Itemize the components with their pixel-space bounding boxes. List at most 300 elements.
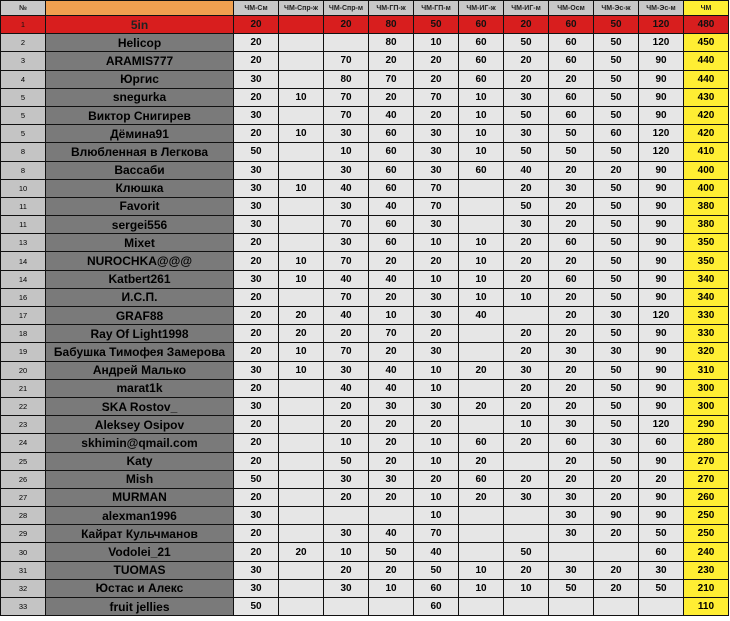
score-cell: 60 (549, 106, 594, 124)
rank-cell: 25 (1, 452, 46, 470)
score-cell: 30 (504, 125, 549, 143)
score-cell: 20 (234, 34, 279, 52)
score-cell: 10 (279, 270, 324, 288)
score-cell: 40 (369, 379, 414, 397)
score-cell: 90 (639, 397, 684, 415)
score-cell: 120 (639, 34, 684, 52)
score-cell: 20 (324, 325, 369, 343)
score-cell: 50 (234, 143, 279, 161)
score-cell: 30 (234, 106, 279, 124)
score-cell: 30 (549, 488, 594, 506)
score-cell: 90 (639, 234, 684, 252)
score-cell: 60 (594, 125, 639, 143)
score-cell (279, 434, 324, 452)
score-cell (279, 70, 324, 88)
score-cell: 50 (594, 252, 639, 270)
rank-cell: 1 (1, 16, 46, 34)
score-cell: 50 (594, 216, 639, 234)
total-cell: 270 (684, 452, 729, 470)
score-cell: 50 (594, 416, 639, 434)
total-cell: 340 (684, 288, 729, 306)
score-cell: 50 (594, 179, 639, 197)
score-cell: 20 (549, 325, 594, 343)
score-cell: 50 (594, 379, 639, 397)
score-cell: 60 (369, 179, 414, 197)
score-cell: 90 (639, 343, 684, 361)
score-cell: 20 (234, 325, 279, 343)
rank-cell: 10 (1, 179, 46, 197)
score-cell: 20 (279, 543, 324, 561)
score-cell: 70 (324, 343, 369, 361)
score-cell: 10 (414, 234, 459, 252)
score-cell: 40 (369, 106, 414, 124)
score-cell: 10 (459, 579, 504, 597)
table-row (1, 88, 729, 106)
score-cell: 50 (594, 325, 639, 343)
player-name-cell: И.С.П. (46, 288, 234, 306)
score-cell: 50 (594, 197, 639, 215)
table-row (1, 379, 729, 397)
score-cell: 50 (549, 579, 594, 597)
score-cell: 20 (234, 543, 279, 561)
score-cell: 90 (639, 161, 684, 179)
rank-cell: 8 (1, 161, 46, 179)
score-cell: 20 (234, 52, 279, 70)
total-cell: 380 (684, 197, 729, 215)
player-name-cell: Дёмина91 (46, 125, 234, 143)
rank-cell: 18 (1, 325, 46, 343)
score-cell: 30 (639, 561, 684, 579)
score-cell: 60 (639, 434, 684, 452)
rank-cell: 27 (1, 488, 46, 506)
score-cell: 50 (234, 598, 279, 616)
score-cell: 40 (324, 307, 369, 325)
score-cell: 90 (639, 252, 684, 270)
score-cell: 30 (549, 561, 594, 579)
rank-cell: 20 (1, 361, 46, 379)
score-cell: 60 (549, 88, 594, 106)
score-cell: 10 (279, 179, 324, 197)
table-row (1, 216, 729, 234)
score-cell: 20 (234, 307, 279, 325)
score-cell: 50 (549, 125, 594, 143)
table-row (1, 70, 729, 88)
score-cell (279, 143, 324, 161)
table-row (1, 598, 729, 616)
rank-cell: 13 (1, 234, 46, 252)
player-name-cell: Кайрат Кульчманов (46, 525, 234, 543)
score-cell: 30 (234, 579, 279, 597)
score-cell: 60 (369, 234, 414, 252)
score-cell: 20 (549, 70, 594, 88)
score-cell: 20 (369, 52, 414, 70)
table-row (1, 397, 729, 415)
rank-cell: 5 (1, 125, 46, 143)
score-cell: 50 (504, 197, 549, 215)
score-cell (459, 216, 504, 234)
score-cell: 20 (549, 252, 594, 270)
table-row (1, 434, 729, 452)
score-cell: 90 (639, 325, 684, 343)
total-cell: 380 (684, 216, 729, 234)
score-cell: 80 (369, 34, 414, 52)
total-cell: 330 (684, 325, 729, 343)
score-cell: 10 (504, 416, 549, 434)
score-cell: 30 (414, 143, 459, 161)
score-cell: 10 (324, 434, 369, 452)
header-col: ЧМ-Спр-ж (279, 1, 324, 16)
score-cell (324, 598, 369, 616)
score-cell: 30 (594, 343, 639, 361)
score-cell: 20 (369, 288, 414, 306)
score-cell: 20 (639, 470, 684, 488)
score-cell: 30 (324, 470, 369, 488)
score-cell (279, 598, 324, 616)
total-cell: 420 (684, 125, 729, 143)
rank-cell: 8 (1, 143, 46, 161)
player-name-cell: sergei556 (46, 216, 234, 234)
score-cell: 50 (414, 561, 459, 579)
score-cell: 60 (459, 70, 504, 88)
score-cell (459, 598, 504, 616)
score-cell (279, 216, 324, 234)
score-cell: 40 (414, 543, 459, 561)
score-cell: 30 (234, 361, 279, 379)
score-cell: 50 (639, 525, 684, 543)
total-cell: 110 (684, 598, 729, 616)
score-cell (279, 379, 324, 397)
score-cell (279, 488, 324, 506)
score-cell: 20 (504, 325, 549, 343)
score-cell (324, 34, 369, 52)
score-cell: 30 (234, 507, 279, 525)
score-cell: 40 (324, 270, 369, 288)
score-cell (459, 507, 504, 525)
player-name-cell: MURMAN (46, 488, 234, 506)
score-cell: 50 (594, 106, 639, 124)
score-cell (279, 397, 324, 415)
score-cell: 30 (504, 488, 549, 506)
total-cell: 440 (684, 52, 729, 70)
player-name-cell: Mish (46, 470, 234, 488)
score-cell: 50 (504, 106, 549, 124)
score-cell: 20 (324, 397, 369, 415)
score-cell: 40 (369, 525, 414, 543)
score-cell: 20 (234, 88, 279, 106)
score-cell: 10 (504, 579, 549, 597)
score-cell: 10 (324, 543, 369, 561)
header-total: ЧМ (684, 1, 729, 16)
score-cell: 30 (549, 507, 594, 525)
score-cell: 10 (279, 125, 324, 143)
score-cell: 30 (234, 397, 279, 415)
score-cell: 20 (504, 434, 549, 452)
total-cell: 240 (684, 543, 729, 561)
table-row (1, 488, 729, 506)
table-row (1, 579, 729, 597)
total-cell: 400 (684, 179, 729, 197)
score-cell: 50 (594, 288, 639, 306)
total-cell: 250 (684, 525, 729, 543)
score-cell: 20 (414, 325, 459, 343)
score-cell: 10 (459, 88, 504, 106)
total-cell: 310 (684, 361, 729, 379)
score-cell: 20 (414, 252, 459, 270)
score-cell: 20 (504, 561, 549, 579)
score-cell: 50 (594, 88, 639, 106)
score-cell: 60 (414, 579, 459, 597)
table-row (1, 270, 729, 288)
score-cell: 30 (414, 288, 459, 306)
score-cell (279, 16, 324, 34)
score-cell: 40 (324, 379, 369, 397)
score-cell: 20 (594, 561, 639, 579)
score-cell: 10 (414, 434, 459, 452)
score-cell: 90 (639, 361, 684, 379)
total-cell: 330 (684, 307, 729, 325)
player-name-cell: Клюшка (46, 179, 234, 197)
score-cell: 120 (639, 143, 684, 161)
score-cell: 20 (234, 125, 279, 143)
score-cell: 10 (279, 252, 324, 270)
score-cell: 10 (459, 270, 504, 288)
score-cell: 50 (549, 143, 594, 161)
score-cell (549, 543, 594, 561)
score-cell: 10 (414, 507, 459, 525)
score-cell: 30 (414, 307, 459, 325)
header-col: ЧМ-ГП-м (414, 1, 459, 16)
score-cell: 30 (324, 361, 369, 379)
table-row (1, 507, 729, 525)
score-cell: 50 (594, 16, 639, 34)
score-cell: 50 (594, 270, 639, 288)
score-cell: 60 (549, 270, 594, 288)
score-cell: 10 (459, 125, 504, 143)
score-cell (459, 325, 504, 343)
score-cell: 50 (594, 143, 639, 161)
score-cell (279, 288, 324, 306)
score-cell: 120 (639, 16, 684, 34)
score-cell: 40 (369, 270, 414, 288)
score-cell: 20 (324, 561, 369, 579)
score-cell: 90 (639, 106, 684, 124)
player-name-cell: Favorit (46, 197, 234, 215)
score-cell: 50 (369, 543, 414, 561)
score-cell (324, 507, 369, 525)
player-name-cell: Katy (46, 452, 234, 470)
table-row (1, 543, 729, 561)
score-cell (504, 307, 549, 325)
score-cell: 50 (594, 34, 639, 52)
score-cell: 60 (414, 598, 459, 616)
table-row (1, 16, 729, 34)
score-cell: 20 (594, 488, 639, 506)
rank-cell: 33 (1, 598, 46, 616)
score-cell (279, 416, 324, 434)
score-cell: 30 (549, 416, 594, 434)
score-cell: 70 (324, 252, 369, 270)
score-cell: 30 (414, 397, 459, 415)
rank-cell: 14 (1, 252, 46, 270)
player-name-cell: skhimin@qmail.com (46, 434, 234, 452)
table-row (1, 106, 729, 124)
total-cell: 270 (684, 470, 729, 488)
score-cell: 70 (324, 52, 369, 70)
score-cell: 90 (639, 507, 684, 525)
total-cell: 420 (684, 106, 729, 124)
rank-cell: 23 (1, 416, 46, 434)
total-cell: 260 (684, 488, 729, 506)
score-cell: 60 (459, 470, 504, 488)
score-cell: 10 (369, 579, 414, 597)
score-cell: 90 (639, 52, 684, 70)
score-cell (369, 507, 414, 525)
score-cell: 90 (639, 197, 684, 215)
score-cell: 30 (414, 216, 459, 234)
score-cell: 50 (594, 452, 639, 470)
rank-cell: 11 (1, 197, 46, 215)
score-cell: 90 (639, 288, 684, 306)
score-cell: 20 (234, 288, 279, 306)
score-cell: 90 (639, 88, 684, 106)
score-cell: 30 (234, 161, 279, 179)
score-cell: 50 (639, 579, 684, 597)
score-cell: 20 (504, 379, 549, 397)
rank-cell: 5 (1, 88, 46, 106)
score-cell (549, 598, 594, 616)
score-cell: 30 (234, 270, 279, 288)
table-row (1, 343, 729, 361)
score-cell: 20 (414, 106, 459, 124)
table-row (1, 416, 729, 434)
score-cell (639, 598, 684, 616)
score-cell: 90 (639, 70, 684, 88)
table-row (1, 288, 729, 306)
header-col: ЧМ-Эс-ж (594, 1, 639, 16)
header-col: ЧМ-ГП-ж (369, 1, 414, 16)
score-cell: 10 (414, 488, 459, 506)
table-row (1, 34, 729, 52)
table-row (1, 125, 729, 143)
score-cell: 20 (234, 343, 279, 361)
player-name-cell: snegurka (46, 88, 234, 106)
total-cell: 280 (684, 434, 729, 452)
total-cell: 340 (684, 270, 729, 288)
score-cell: 20 (594, 161, 639, 179)
score-cell: 30 (324, 579, 369, 597)
rank-cell: 4 (1, 70, 46, 88)
score-cell: 20 (234, 416, 279, 434)
total-cell: 210 (684, 579, 729, 597)
score-cell: 50 (504, 543, 549, 561)
score-cell: 20 (549, 288, 594, 306)
score-cell (504, 507, 549, 525)
score-cell: 70 (369, 70, 414, 88)
header-col: ЧМ-ИГ-м (504, 1, 549, 16)
score-cell: 20 (549, 379, 594, 397)
score-cell: 40 (369, 361, 414, 379)
score-cell: 10 (414, 379, 459, 397)
score-cell: 20 (369, 434, 414, 452)
score-cell: 20 (549, 397, 594, 415)
score-cell (279, 234, 324, 252)
player-name-cell: Mixet (46, 234, 234, 252)
player-name-cell: Vodolei_21 (46, 543, 234, 561)
total-cell: 450 (684, 34, 729, 52)
table-row (1, 525, 729, 543)
total-cell: 250 (684, 507, 729, 525)
score-cell: 50 (504, 34, 549, 52)
score-cell: 60 (549, 434, 594, 452)
score-cell: 10 (369, 307, 414, 325)
score-cell: 60 (549, 16, 594, 34)
score-cell: 20 (594, 579, 639, 597)
rank-cell: 11 (1, 216, 46, 234)
score-cell: 60 (369, 125, 414, 143)
score-cell: 20 (504, 470, 549, 488)
rank-cell: 17 (1, 307, 46, 325)
score-cell: 20 (369, 561, 414, 579)
player-name-cell: Aleksey Osipov (46, 416, 234, 434)
player-name-cell: TUOMAS (46, 561, 234, 579)
score-cell: 20 (414, 52, 459, 70)
score-cell: 40 (459, 307, 504, 325)
score-cell: 20 (369, 416, 414, 434)
score-cell: 20 (234, 379, 279, 397)
score-cell: 30 (504, 361, 549, 379)
player-name-cell: Ray Of Light1998 (46, 325, 234, 343)
score-cell (279, 507, 324, 525)
score-cell: 70 (324, 216, 369, 234)
score-cell: 20 (324, 16, 369, 34)
score-cell: 60 (549, 234, 594, 252)
score-cell: 30 (234, 216, 279, 234)
score-cell: 30 (234, 561, 279, 579)
score-cell: 20 (369, 452, 414, 470)
header-col: ЧМ-Осм (549, 1, 594, 16)
header-row (1, 1, 729, 16)
score-cell: 30 (414, 343, 459, 361)
score-cell: 20 (234, 252, 279, 270)
score-cell: 20 (414, 470, 459, 488)
score-cell (504, 525, 549, 543)
rank-cell: 5 (1, 106, 46, 124)
score-cell: 120 (639, 307, 684, 325)
score-cell: 70 (414, 525, 459, 543)
score-cell: 10 (279, 361, 324, 379)
score-cell: 20 (324, 488, 369, 506)
score-cell: 10 (459, 288, 504, 306)
score-cell: 20 (504, 52, 549, 70)
score-cell: 20 (549, 161, 594, 179)
score-cell: 30 (324, 125, 369, 143)
player-name-cell: Влюбленная в Легкова (46, 143, 234, 161)
rank-cell: 32 (1, 579, 46, 597)
score-cell (279, 452, 324, 470)
score-cell: 120 (639, 416, 684, 434)
score-cell: 70 (414, 197, 459, 215)
score-cell: 70 (324, 88, 369, 106)
score-cell: 50 (594, 70, 639, 88)
table-row (1, 470, 729, 488)
table-row (1, 234, 729, 252)
score-cell: 70 (369, 325, 414, 343)
total-cell: 480 (684, 16, 729, 34)
header-col: ЧМ-ИГ-ж (459, 1, 504, 16)
score-cell: 60 (459, 52, 504, 70)
score-cell: 10 (459, 143, 504, 161)
score-cell: 20 (459, 397, 504, 415)
